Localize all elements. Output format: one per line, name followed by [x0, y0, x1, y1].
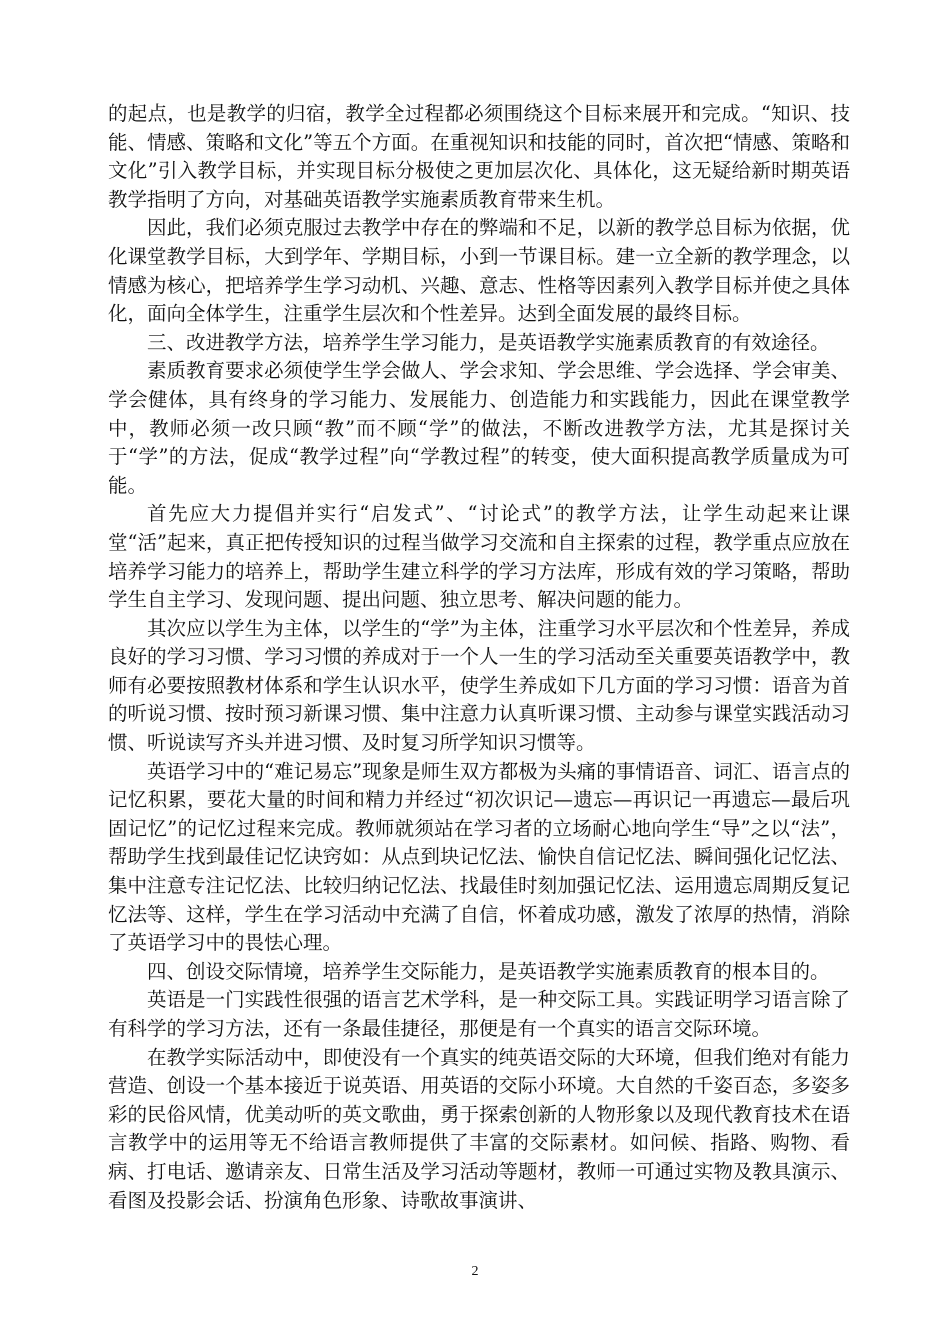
paragraph-4: 素质教育要求必须使学生学会做人、学会求知、学会思维、学会选择、学会审美、学会健体，具有终身的学习能力、发展能力、创造能力和实践能力，因此在课堂教学中，教师必须一改只顾“教”而不顾“学”的做法，不断改进教学方法，尤其是探讨关于“学”的方法，促成“教学过程”向“学教过程”的转变，使大面积提高教学质量成为可能。	[108, 359, 850, 497]
section-heading-3: 三、改进教学方法，培养学生学习能力，是英语教学实施素质教育的有效途径。	[147, 330, 830, 354]
paragraph-7: 英语学习中的“难记易忘”现象是师生双方都极为头痛的事情语音、词汇、语言点的记忆积累，要花大量的时间和精力并经过“初次识记—遗忘—再识记一再遗忘—最后巩固记忆”的记忆过程来完成。教师就须站在学习者的立场耐心地向学生“导”之以“法”，帮助学生找到最佳记忆诀窍如：从点到块记忆法、愉快自信记忆法、瞬间强化记忆法、集中注意专注记忆法、比较归纳记忆法、找最佳时刻加强记忆法、运用遗忘周期反复记忆法等、这样，学生在学习活动中充满了自信，怀着成功感，激发了浓厚的热情，消除了英语学习中的畏怯心理。	[108, 759, 850, 955]
page-number: 2	[471, 1264, 479, 1279]
document-body	[108, 100, 850, 1215]
paragraph-10: 在教学实际活动中，即使没有一个真实的纯英语交际的大环境，但我们绝对有能力营造、创设一个基本接近于说英语、用英语的交际小环境。大自然的千姿百态，多姿多彩的民俗风情，优美动听的英文歌曲，勇于探索创新的人物形象以及现代教育技术在语言教学中的运用等无不给语言教师提供了丰富的交际素材。如问候、指路、购物、看病、打电话、邀请亲友、日常生活及学习活动等题材，教师一可通过实物及教具演示、看图及投影会话、扮演角色形象、诗歌故事演讲、	[108, 1045, 850, 1212]
paragraph-5: 首先应大力提倡并实行“启发式”、“讨论式”的教学方法，让学生动起来让课堂“活”起来，真正把传授知识的过程当做学习交流和自主探索的过程，教学重点应放在培养学习能力的培养上，帮助学生建立科学的学习方法库，形成有效的学习策略，帮助学生自主学习、发现问题、提出问题、独立思考、解决问题的能力。	[108, 502, 850, 612]
section-heading-4: 四、创设交际情境，培养学生交际能力，是英语教学实施素质教育的根本目的。	[147, 959, 830, 983]
paragraph-6: 其次应以学生为主体，以学生的“学”为主体，注重学习水平层次和个性差异，养成良好的学习习惯、学习习惯的养成对于一个人一生的学习活动至关重要英语教学中，教师有必要按照教材体系和学生认识水平，使学生养成如下几方面的学习习惯：语音为首的听说习惯、按时预习新课习惯、集中注意力认真听课习惯、主动参与课堂实践活动习惯、听说读写齐头并进习惯、及时复习所学知识习惯等。	[108, 616, 850, 755]
paragraph-2: 因此，我们必须克服过去教学中存在的弊端和不足，以新的教学总目标为依据，优化课堂教学目标，大到学年、学期目标，小到一节课目标。建一立全新的教学理念，以情感为核心，把培养学生学习动机、兴趣、意志、性格等因素列入教学目标并使之具体化，面向全体学生，注重学生层次和个性差异。达到全面发展的最终目标。	[108, 216, 850, 326]
paragraph-1: 的起点，也是教学的归宿，教学全过程都必须围绕这个目标来展开和完成。“知识、技能、情感、策略和文化”等五个方面。在重视知识和技能的同时，首次把“情感、策略和文化”引入教学目标，并实现目标分极使之更加层次化、具体化，这无疑给新时期英语教学指明了方向，对基础英语教学实施素质教育带来生机。	[108, 102, 850, 211]
paragraph-9: 英语是一门实践性很强的语言艺术学科，是一种交际工具。实践证明学习语言除了有科学的学习方法，还有一条最佳捷径，那便是有一个真实的语言交际环境。	[108, 988, 850, 1040]
